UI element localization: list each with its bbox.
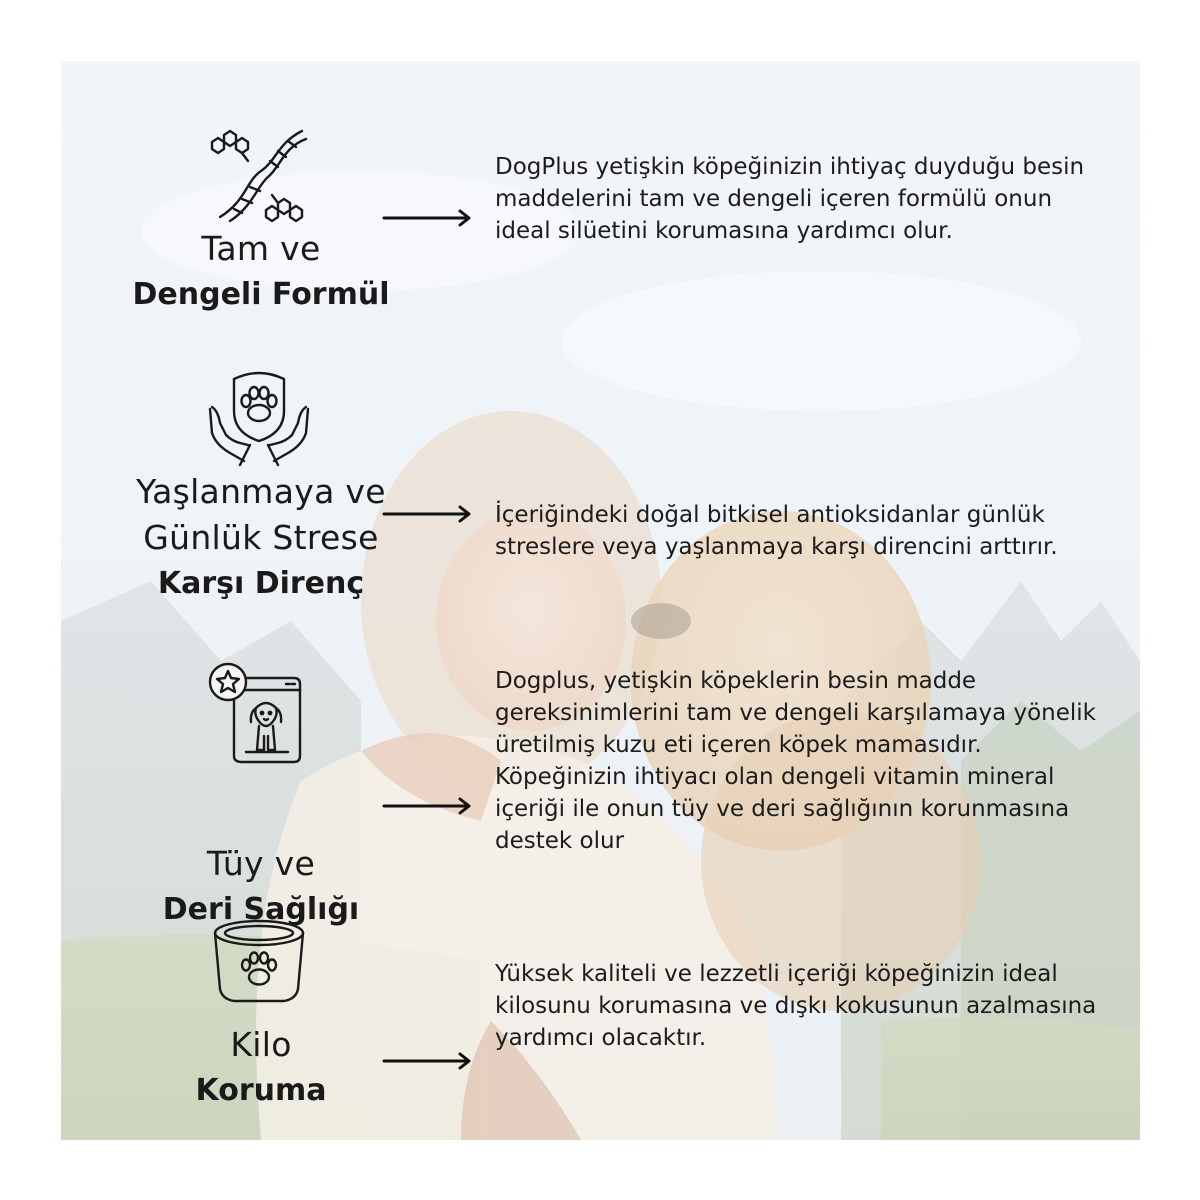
feature-title [101, 469, 421, 607]
feature-row-resistance [61, 351, 1140, 631]
feature-row-skin-coat [61, 651, 1140, 927]
paw-in-hands-icon [204, 361, 314, 471]
arrow-right-icon [382, 208, 474, 228]
dog-bowl-paw-icon [204, 911, 314, 1021]
feature-title-light: Kilo [230, 1025, 292, 1064]
feature-description: Dogplus, yetişkin köpeklerin besin madde gereksinimlerini tam ve dengeli karşılamaya yönelik üretilmiş kuzu eti içeren köpek mamasıdır. Köpeğinizin ihtiyacı olan dengeli vitamin mineral içeriği ile onun tüy ve deri sağlığının korunmasına destek olur [495, 668, 1096, 854]
feature-title-light: Tüy ve [206, 844, 316, 883]
arrow-right-icon [382, 1051, 474, 1071]
feature-title-bold: Dengeli Formül [132, 277, 390, 312]
feature-title-bold: Koruma [195, 1073, 327, 1108]
feature-row-formula [61, 61, 1140, 321]
feature-title [101, 1022, 421, 1114]
feature-description: Yüksek kaliteli ve lezzetli içeriği köpeğinizin ideal kilosunu korumasına ve dışkı kokusunun azalmasına yardımcı olacaktır. [495, 961, 1097, 1051]
feature-title-bold: Karşı Direnç [157, 566, 365, 601]
arrow-right-icon [382, 504, 474, 524]
feature-title-light: Tam ve [201, 229, 321, 268]
feature-row-weight [61, 906, 1140, 1136]
feature-title [101, 226, 421, 318]
dog-food-bag-star-icon [204, 656, 314, 766]
feature-infographic [61, 61, 1140, 1140]
feature-description: DogPlus yetişkin köpeğinizin ihtiyaç duyduğu besin maddelerini tam ve dengeli içeren formülü onun ideal silüetini korumasına yardımcı olur. [495, 154, 1085, 244]
feature-title-light: Yaşlanmaya ve Günlük Strese [136, 472, 386, 557]
feature-description: İçeriğindeki doğal bitkisel antioksidanlar günlük streslere veya yaşlanmaya karşı direncini arttırır. [495, 502, 1058, 560]
feature-title-bold: Deri Sağlığı [162, 892, 360, 927]
arrow-right-icon [382, 796, 474, 816]
dna-molecule-icon [206, 121, 316, 231]
